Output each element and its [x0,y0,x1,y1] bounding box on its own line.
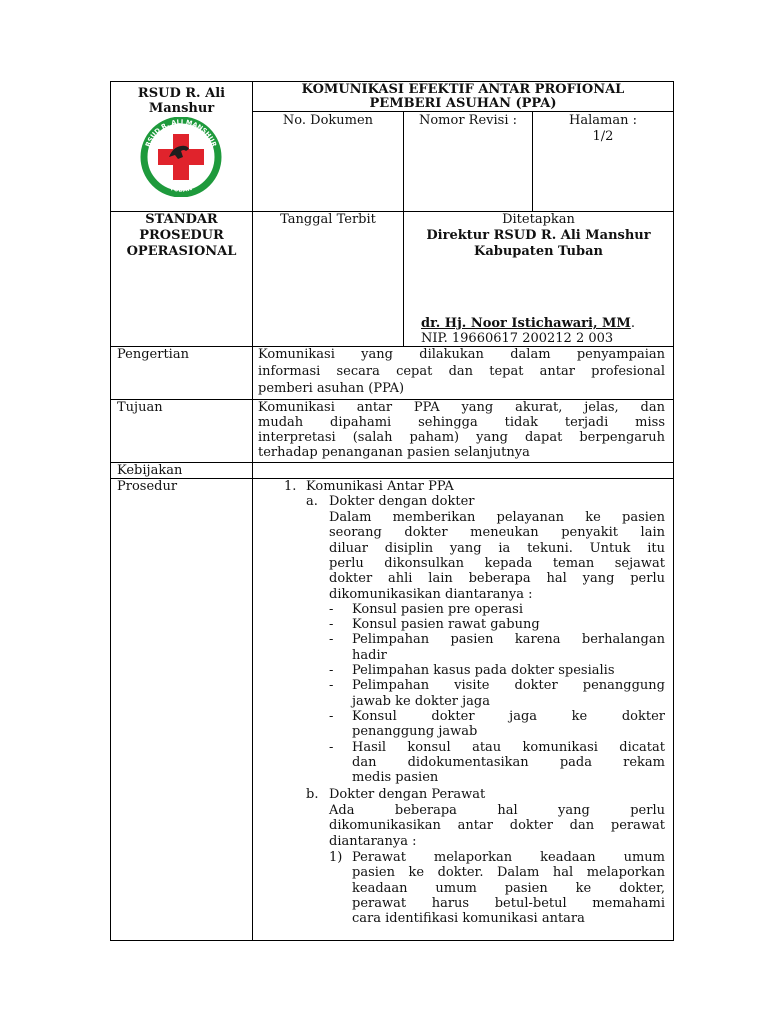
bullet-item-line: Pelimpahan kasus pada dokter spesialis [352,663,615,678]
bullet-dash: - [329,632,334,648]
bullet-item-line: Konsul dokter jaga ke dokter [352,708,665,724]
ditetapkan-label: Ditetapkan [502,212,575,227]
item-b1-number: 1) [329,850,343,865]
signer-name [421,316,635,331]
item1-number: 1. [284,479,297,494]
direktur-line2: Kabupaten Tuban [474,244,603,259]
tujuan-line1: Komunikasi antar PPA yang akurat, jelas, dan [258,400,665,415]
item-b-title: Dokter dengan Perawat [329,787,486,802]
bullet-item-line: Pelimpahan pasien karena berhalangan [352,632,665,648]
bullet-item-line: Konsul pasien rawat gabung [352,617,540,633]
tujuan-line4: terhadap penanganan pasien selanjutnya [258,445,530,460]
spo-title-line1: STANDAR [145,212,218,227]
item-a-paragraph-line: perlu dikonsulkan kepada teman sejawat [329,555,665,571]
prosedur-label: Prosedur [117,479,178,494]
signer-nip: NIP. 19660617 200212 2 003 [421,331,614,346]
bullet-dash: - [329,617,334,633]
tujuan-label: Tujuan [117,400,163,415]
spo-title-line2: PROSEDUR [139,228,224,243]
item-a-paragraph-line: seorang dokter meneukan penyakit lain [329,525,665,541]
bullet-dash: - [329,663,334,678]
bullet-item-line: Hasil konsul atau komunikasi dicatat [352,739,665,755]
column-divider [252,81,253,941]
hospital-name-line1: RSUD R. Ali [137,86,226,101]
signer-name-period: . [630,316,635,331]
item-b1-text-line: cara identifikasi komunikasi antara [352,911,585,927]
item-b-paragraph-line: dikomunikasikan antar dokter dan perawat [329,818,665,834]
item-b-paragraph-line: Ada beberapa hal yang perlu [329,803,665,818]
item-b-paragraph-line: diantaranya : [329,833,417,849]
no-dokumen-label: No. Dokumen [282,113,374,128]
bullet-item-line: dan didokumentasikan pada rekam [352,754,665,770]
tujuan-line3: interpretasi (salah paham) yang dapat berpengaruh [258,430,665,445]
item1-title: Komunikasi Antar PPA [306,479,454,494]
bullet-item-line: Konsul pasien pre operasi [352,601,523,617]
bullet-dash: - [329,678,334,694]
bullet-item-line: jawab ke dokter jaga [352,693,490,709]
spo-title-line3: OPERASIONAL [126,244,237,259]
logo-text-bottom: TUBAN [168,184,193,194]
bullet-item-line: Pelimpahan visite dokter penanggung [352,678,665,694]
pengertian-label: Pengertian [117,347,189,362]
pengertian-line3: pemberi asuhan (PPA) [258,381,405,396]
doc-title-line2: PEMBERI ASUHAN (PPA) [369,96,557,111]
bullet-item-line: medis pasien [352,770,439,786]
tujuan-line2: mudah dipahami sehingga tidak terjadi miss [258,415,665,430]
item-b-label: b. [306,787,319,802]
pengertian-line2: informasi secara cepat dan tepat antar profesional [258,364,665,379]
row-divider-kebijakan [110,462,674,463]
item-a-paragraph-line: dikomunikasikan diantaranya : [329,586,533,602]
pengertian-line1: Komunikasi yang dilakukan dalam penyampaian [258,347,665,362]
bullet-dash: - [329,708,334,724]
item-a-paragraph-line: diluar disiplin yang ia tekuni. Untuk itu [329,540,665,556]
signer-name-text: dr. Hj. Noor Istichawari, MM [421,316,631,331]
bullet-item-line: penanggung jawab [352,724,478,740]
item-a-paragraph-line: Dalam memberikan pelayanan ke pasien [329,510,665,525]
item-a-paragraph-line: dokter ahli lain beberapa hal yang perlu [329,571,665,587]
hospital-logo [136,117,226,197]
hospital-name-line2: Manshur [148,101,215,116]
table-border-left [110,81,111,941]
logo-text-top: RSUD R. ALI MANSHUR [143,117,219,148]
nomor-revisi-label: Nomor Revisi : [418,113,518,128]
direktur-line1: Direktur RSUD R. Ali Manshur [426,228,651,243]
halaman-label: Halaman : [569,113,637,128]
table-border-bottom [110,940,674,941]
kebijakan-label: Kebijakan [117,463,183,478]
tanggal-terbit-label: Tanggal Terbit [280,212,376,227]
doc-title-line1: KOMUNIKASI EFEKTIF ANTAR PROFIONAL [301,82,625,97]
item-a-title: Dokter dengan dokter [329,494,475,509]
item-b1-text-line: keadaan umum pasien ke dokter, [352,880,665,896]
bullet-item-line: hadir [352,647,387,663]
item-b1-text-line: Perawat melaporkan keadaan umum [352,850,665,865]
halaman-value: 1/2 [592,129,614,144]
item-b1-text-line: perawat harus betul-betul memahami [352,895,665,911]
item-a-label: a. [306,494,318,509]
bullet-dash: - [329,601,334,617]
item-b1-text-line: pasien ke dokter. Dalam hal melaporkan [352,865,665,881]
bullet-dash: - [329,739,334,755]
table-border-right [673,81,674,941]
